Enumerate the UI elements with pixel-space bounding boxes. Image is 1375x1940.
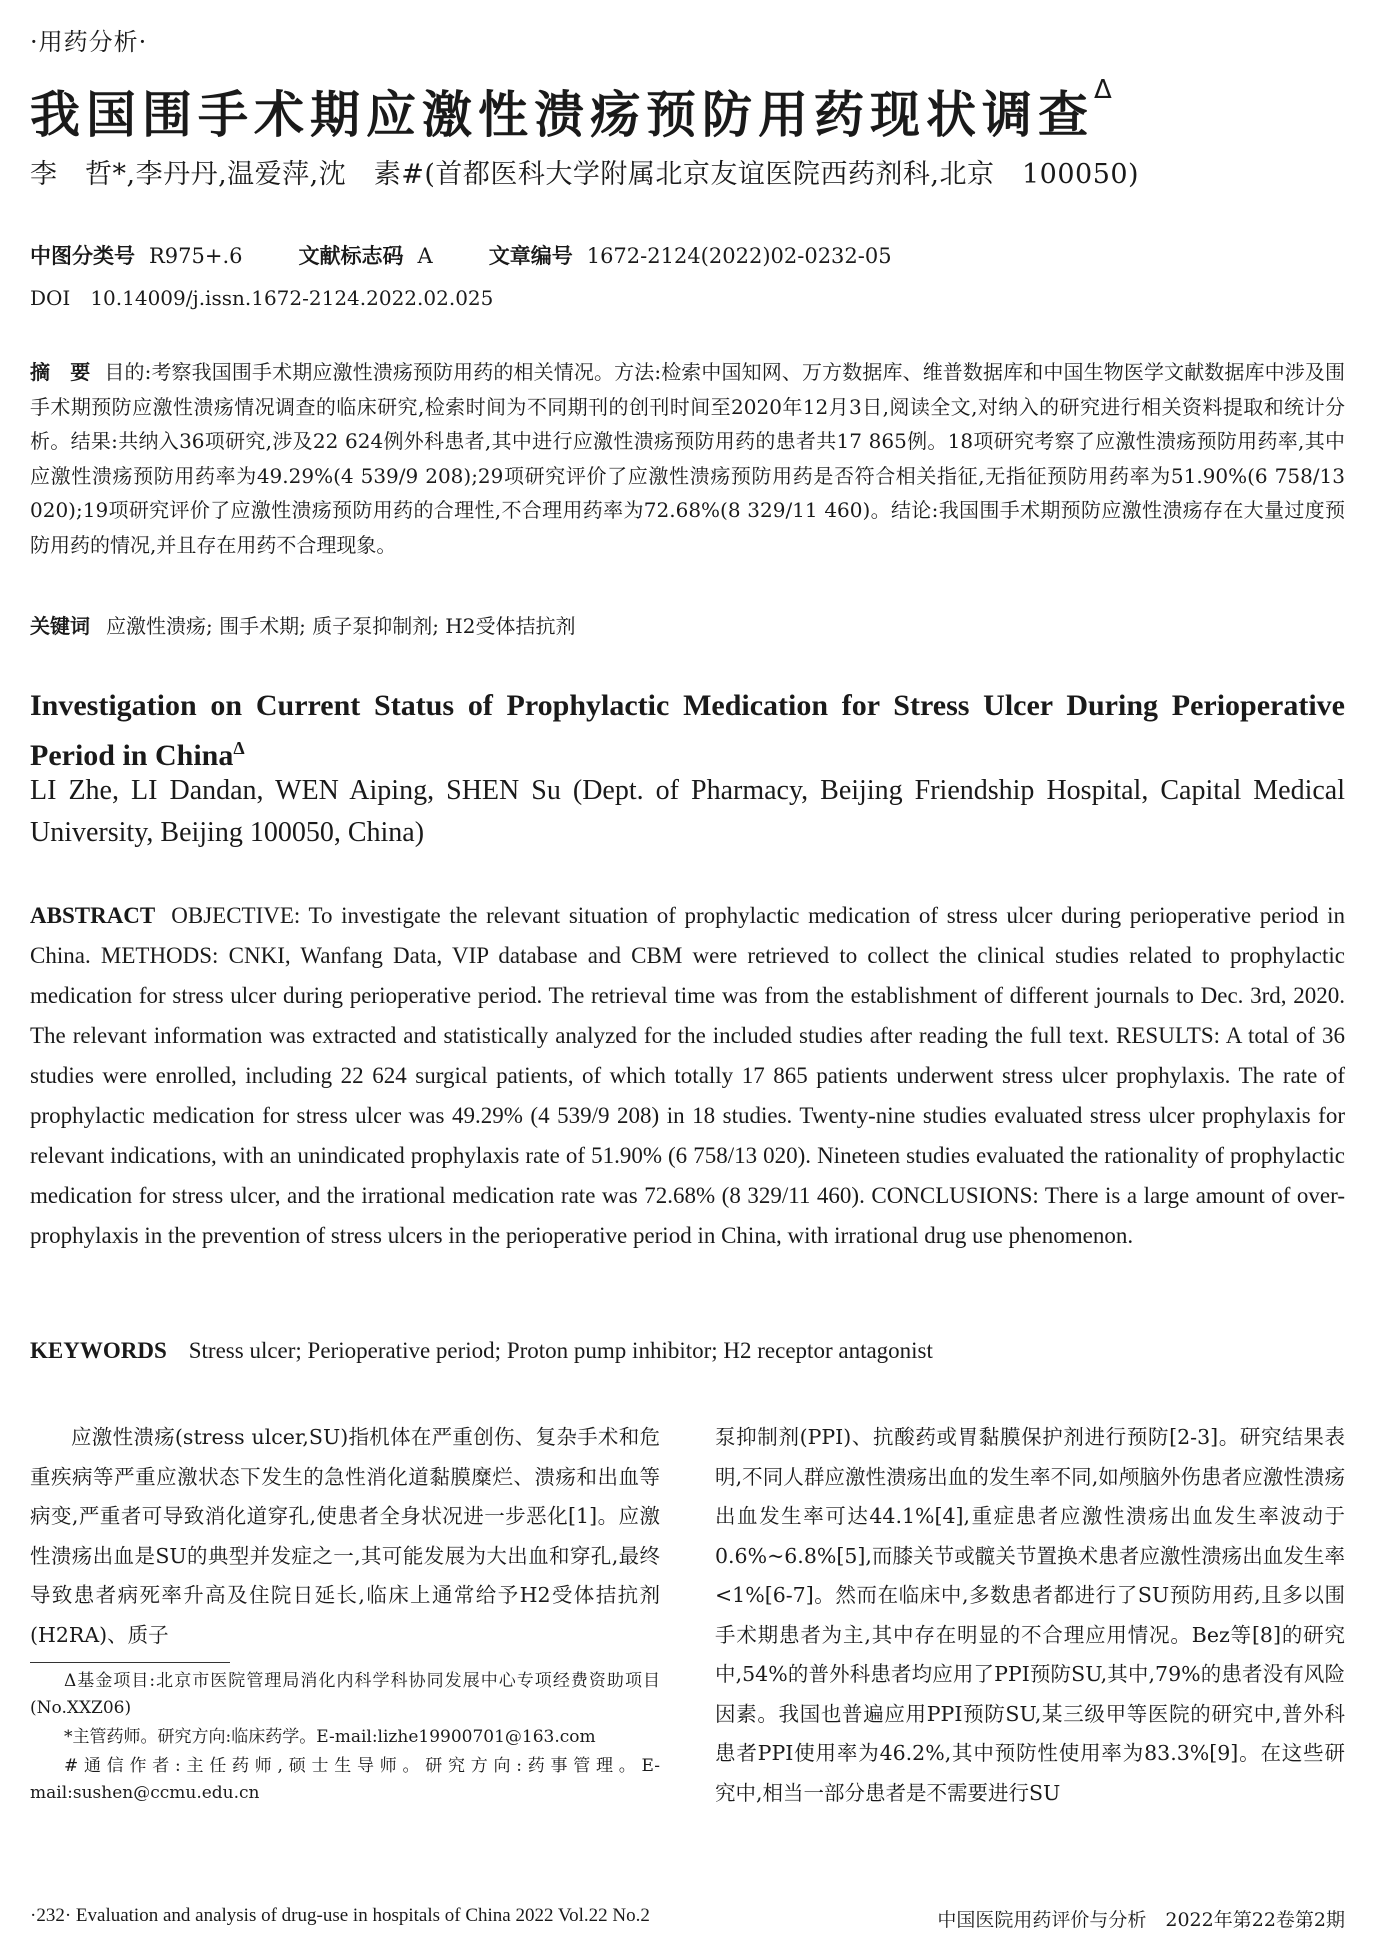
chinese-title (30, 75, 1112, 147)
corresponding-author-footnote: #通信作者:主任药师,硕士生导师。研究方向:药事管理。E-mail:sushen@ccmu.edu.cn (30, 1756, 660, 1803)
english-keywords-label: KEYWORDS (30, 1338, 167, 1363)
doi: DOI 10.14009/j.issn.1672-2124.2022.02.025 (30, 286, 494, 310)
first-author-footnote: *主管药师。研究方向:临床药学。E-mail:lizhe19900701@163.com (64, 1727, 596, 1747)
english-abstract (30, 896, 1345, 1256)
column-tag: ·用药分析· (30, 28, 148, 56)
english-title (30, 685, 1345, 777)
footnote-divider (30, 1662, 230, 1663)
english-keywords (30, 1338, 1345, 1364)
article-no-value: 1672-2124(2022)02-0232-05 (586, 244, 892, 268)
chinese-keywords-text: 应激性溃疡; 围手术期; 质子泵抑制剂; H2受体拮抗剂 (106, 614, 576, 638)
chinese-keywords-label: 关键词 (30, 614, 90, 638)
classification-row (30, 240, 892, 270)
body-right-column: 泵抑制剂(PPI)、抗酸药或胃黏膜保护剂进行预防[2-3]。研究结果表明,不同人群应激性溃疡出血的发生率不同,如颅脑外伤患者应激性溃疡出血发生率可达44.1%[4],重症患者应激性溃疡出血发生率波动于0.6%~6.8%[5],而膝关节或髋关节置换术患者应激性溃疡出血发生率<1%[6-7]。然而在临床中,多数患者都进行了SU预防用药,且多以围手术期患者为主,其中存在明显的不合理应用情况。Bez等[8]的研究中,54%的普外科患者均应用了PPI预防SU,其中,79%的患者没有风险因素。我国也普遍应用PPI预防SU,某三级甲等医院的研究中,普外科患者PPI使用率为46.2%,其中预防性使用率为83.3%[9]。在这些研究中,相当一部分患者是不需要进行SU (715, 1425, 1345, 1805)
chinese-authors: 李 哲*,李丹丹,温爱萍,沈 素#(首都医科大学附属北京友谊医院西药剂科,北京 100050) (30, 159, 1140, 190)
english-title-text: Investigation on Current Status of Prophylactic Medication for Stress Ulcer During Perioperative Period in China (30, 689, 1345, 772)
english-keywords-text: Stress ulcer; Perioperative period; Proton pump inhibitor; H2 receptor antagonist (188, 1338, 933, 1363)
article-no-label: 文章编号 (488, 244, 573, 268)
title-fund-mark: Δ (1094, 75, 1112, 105)
body-left-column: 应激性溃疡(stress ulcer,SU)指机体在严重创伤、复杂手术和危重疾病等严重应激状态下发生的急性消化道黏膜糜烂、溃疡和出血等病变,严重者可导致消化道穿孔,使患者全身状况进一步恶化[1]。应激性溃疡出血是SU的典型并发症之一,其可能发展为大出血和穿孔,最终导致患者病死率升高及住院日延长,临床上通常给予H2受体拮抗剂(H2RA)、质子 (30, 1425, 660, 1647)
english-abstract-label: ABSTRACT (30, 903, 156, 928)
footer-journal-en: ·232· Evaluation and analysis of drug-use in hospitals of China 2022 Vol.22 No.2 (30, 1905, 650, 1926)
doc-code-value: A (417, 244, 433, 268)
doc-code-label: 文献标志码 (298, 244, 404, 268)
fund-footnote: Δ基金项目:北京市医院管理局消化内科学科协同发展中心专项经费资助项目(No.XXZ06) (30, 1671, 660, 1718)
clc-value: R975+.6 (149, 244, 243, 268)
chinese-title-text: 我国围手术期应激性溃疡预防用药现状调查 (30, 86, 1094, 144)
chinese-abstract-text: 目的:考察我国围手术期应激性溃疡预防用药的相关情况。方法:检索中国知网、万方数据库、维普数据库和中国生物医学文献数据库中涉及围手术期预防应激性溃疡情况调查的临床研究,检索时间为不同期刊的创刊时间至2020年12月3日,阅读全文,对纳入的研究进行相关资料提取和统计分析。结果:共纳入36项研究,涉及22 624例外科患者,其中进行应激性溃疡预防用药的患者共17 865例。18项研究考察了应激性溃疡预防用药率,其中应激性溃疡预防用药率为49.29%(4 539/9 208);29项研究评价了应激性溃疡预防用药是否符合相关指征,无指征预防用药率为51.90%(6 758/13 020);19项研究评价了应激性溃疡预防用药的合理性,不合理用药率为72.68%(8 329/11 460)。结论:我国围手术期预防应激性溃疡存在大量过度预防用药的情况,并且存在用药不合理现象。 (30, 360, 1346, 557)
footer-journal-zh: 中国医院用药评价与分析 2022年第22卷第2期 (937, 1909, 1345, 1931)
clc-label: 中图分类号 (30, 244, 135, 268)
chinese-keywords (30, 610, 575, 639)
chinese-abstract-label: 摘 要 (30, 360, 91, 384)
english-authors: LI Zhe, LI Dandan, WEN Aiping, SHEN Su (Dept. of Pharmacy, Beijing Friendship Hospital, Capital Medical University, Beijing 100050, China) (30, 775, 1345, 848)
chinese-abstract (30, 355, 1345, 562)
footnotes (30, 1668, 660, 1809)
english-title-fund-mark: Δ (233, 738, 245, 758)
english-abstract-text: OBJECTIVE: To investigate the relevant situation of prophylactic medication of stress ulcer during perioperative period in China. METHODS: CNKI, Wanfang Data, VIP database and CBM were retrieved to collect the clinical studies related to prophylactic medication for stress ulcer during perioperative period. The retrieval time was from the establishment of different journals to Dec. 3rd, 2020. The relevant information was extracted and statistically analyzed for the included studies after reading the full text. RESULTS: A total of 36 studies were enrolled, including 22 624 surgical patients, of which totally 17 865 patients underwent stress ulcer prophylaxis. The rate of prophylactic medication for stress ulcer was 49.29% (4 539/9 208) in 18 studies. Twenty-nine studies evaluated stress ulcer prophylaxis for relevant indications, with an unindicated prophylaxis rate of 51.90% (6 758/13 020). Nineteen studies evaluated the rationality of prophylactic medication for stress ulcer, and the irrational medication rate was 72.68% (8 329/11 460). CONCLUSIONS: There is a large amount of over-prophylaxis in the prevention of stress ulcers in the perioperative period in China, with irrational drug use phenomenon. (30, 903, 1345, 1248)
